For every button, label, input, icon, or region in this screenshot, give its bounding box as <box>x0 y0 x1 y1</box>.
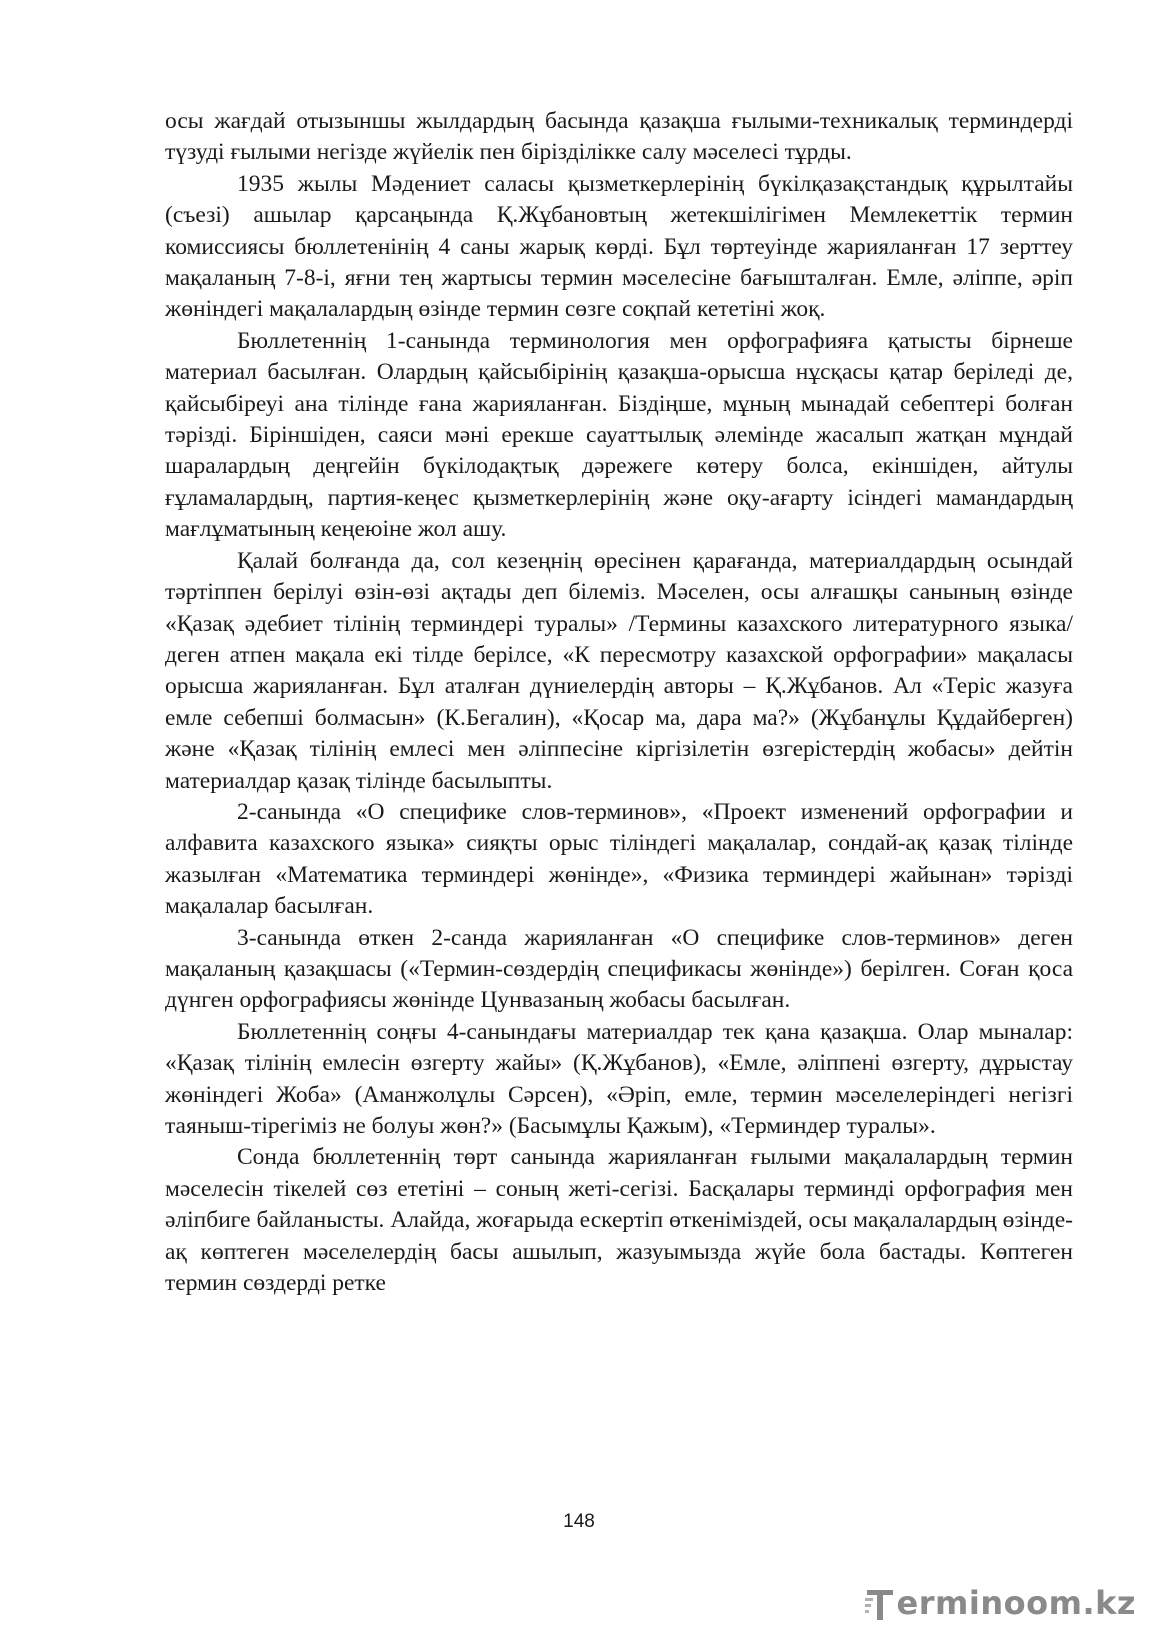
page-number: 148 <box>563 1511 595 1532</box>
watermark-text-before: ermino <box>896 1584 1027 1622</box>
paragraph-3: Бюллетеннің 1-санында терминология мен орфографияға қатысты бірнеше материал басылған. Олардың қайсыбірінің қазақша-орысша нұсқасы қатар беріледі де, қайсыбіреуі ана тілінде ғана жарияланған. Біздіңше, мұның мынадай себептері болған тәрізді. Біріншіден, саяси мәні ерекше сауаттылық әлемінде жасалып жатқан мұндай шаралардың деңгейін бүкілодақтық дәрежеге көтеру болса, екіншіден, айтулы ғұламалардың, партия-кеңес қызметкерлерінің және оқу-ағарту ісіндегі мамандардың мағлұматының кеңеюіне жол ашу. <box>165 327 1073 543</box>
document-body <box>165 106 1073 1299</box>
paragraph-5: 2-санында «О специфике слов-терминов», «Проект изменений орфографии и алфавита казахского языка» сияқты орыс тіліндегі мақалалар, сондай-ақ қазақ тілінде жазылған «Математика терминдері жөнінде», «Физика терминдері жайынан» тәрізді мақалалар басылған. <box>165 798 1073 920</box>
termincom-logo-icon <box>865 1586 895 1622</box>
paragraph-8: Сонда бюллетеннің төрт санында жарияланған ғылыми мақалалардың термин мәселесін тікелей сөз ететіні – соның жеті-сегізі. Басқалары терминді орфография мен әліпбиге байланысты. Алайда, жоғарыда ескертіп өткеніміздей, осы мақалалардың өзінде-ақ көптеген мәселелердің басы ашылып, жазуымызда жүйе бола бастады. Көптеген термин сөздерді ретке <box>165 1144 1073 1297</box>
paragraph-6: 3-санында өткен 2-санда жарияланған «О специфике слов-терминов» деген мақаланың қазақшасы («Термин-сөздердің спецификасы жөнінде») берілген. Соған қоса дүнген орфографиясы жөнінде Цунвазаның жобасы басылған. <box>165 924 1073 1014</box>
watermark-o-glyph: o <box>1026 1584 1049 1622</box>
termincom-watermark <box>865 1584 1136 1622</box>
paragraph-7: Бюллетеннің соңғы 4-санындағы материалдар тек қана қазақша. Олар мыналар: «Қазақ тілінің емлесін өзгерту жайы» (Қ.Жұбанов), «Емле, әліппені өзгерту, дұрыстау жөніндегі Жоба» (Аманжолұлы Сәрсен), «Әріп, емле, термин мәселелеріндегі негізгі таяныш-тірегіміз не болуы жөн?» (Басымұлы Қажым), «Терминдер туралы». <box>165 1018 1073 1139</box>
watermark-text-after: m.kz <box>1048 1584 1136 1622</box>
paragraph-1: осы жағдай отызыншы жылдардың басында қазақша ғылыми-техникалық терминдерді түзуді ғылыми негізде жүйелік пен бірізділікке салу мәселесі тұрды. <box>165 108 1073 166</box>
paragraph-4: Қалай болғанда да, сол кезеңнің өресінен қарағанда, материалдардың осындай тәртіппен берілуі өзін-өзі ақтады деп білеміз. Мәселен, осы алғашқы санының өзінде «Қазақ әдебиет тілінің терминдері туралы» /Термины казахского литературного языка/ деген атпен мақала екі тілде берілсе, «К пересмотру казахской орфографии» мақаласы орысша жарияланған. Бұл аталған дүниелердің авторы – Қ.Жұбанов. Ал «Теріс жазуға емле себепші болмасын» (К.Бегалин), «Қосар ма, дара ма?» (Жұбанұлы Құдайберген) және «Қазақ тілінің емлесі мен әліппесіне кіргізілетін өзгерістердің жобасы» дейтін материалдар қазақ тілінде басылыпты. <box>165 547 1073 794</box>
paragraph-2: 1935 жылы Мәдениет саласы қызметкерлерінің бүкілқазақстандық құрылтайы (съезі) ашылар қарсаңында Қ.Жұбановтың жетекшілігімен Мемлекеттік термин комиссиясы бюллетенінің 4 саны жарық көрді. Бұл төртеуінде жарияланған 17 зерттеу мақаланың 7-8-і, яғни тең жартысы термин мәселесіне бағышталған. Емле, әліппе, әріп жөніндегі мақалалардың өзінде термин сөзге соқпай кететіні жоқ. <box>165 170 1073 323</box>
